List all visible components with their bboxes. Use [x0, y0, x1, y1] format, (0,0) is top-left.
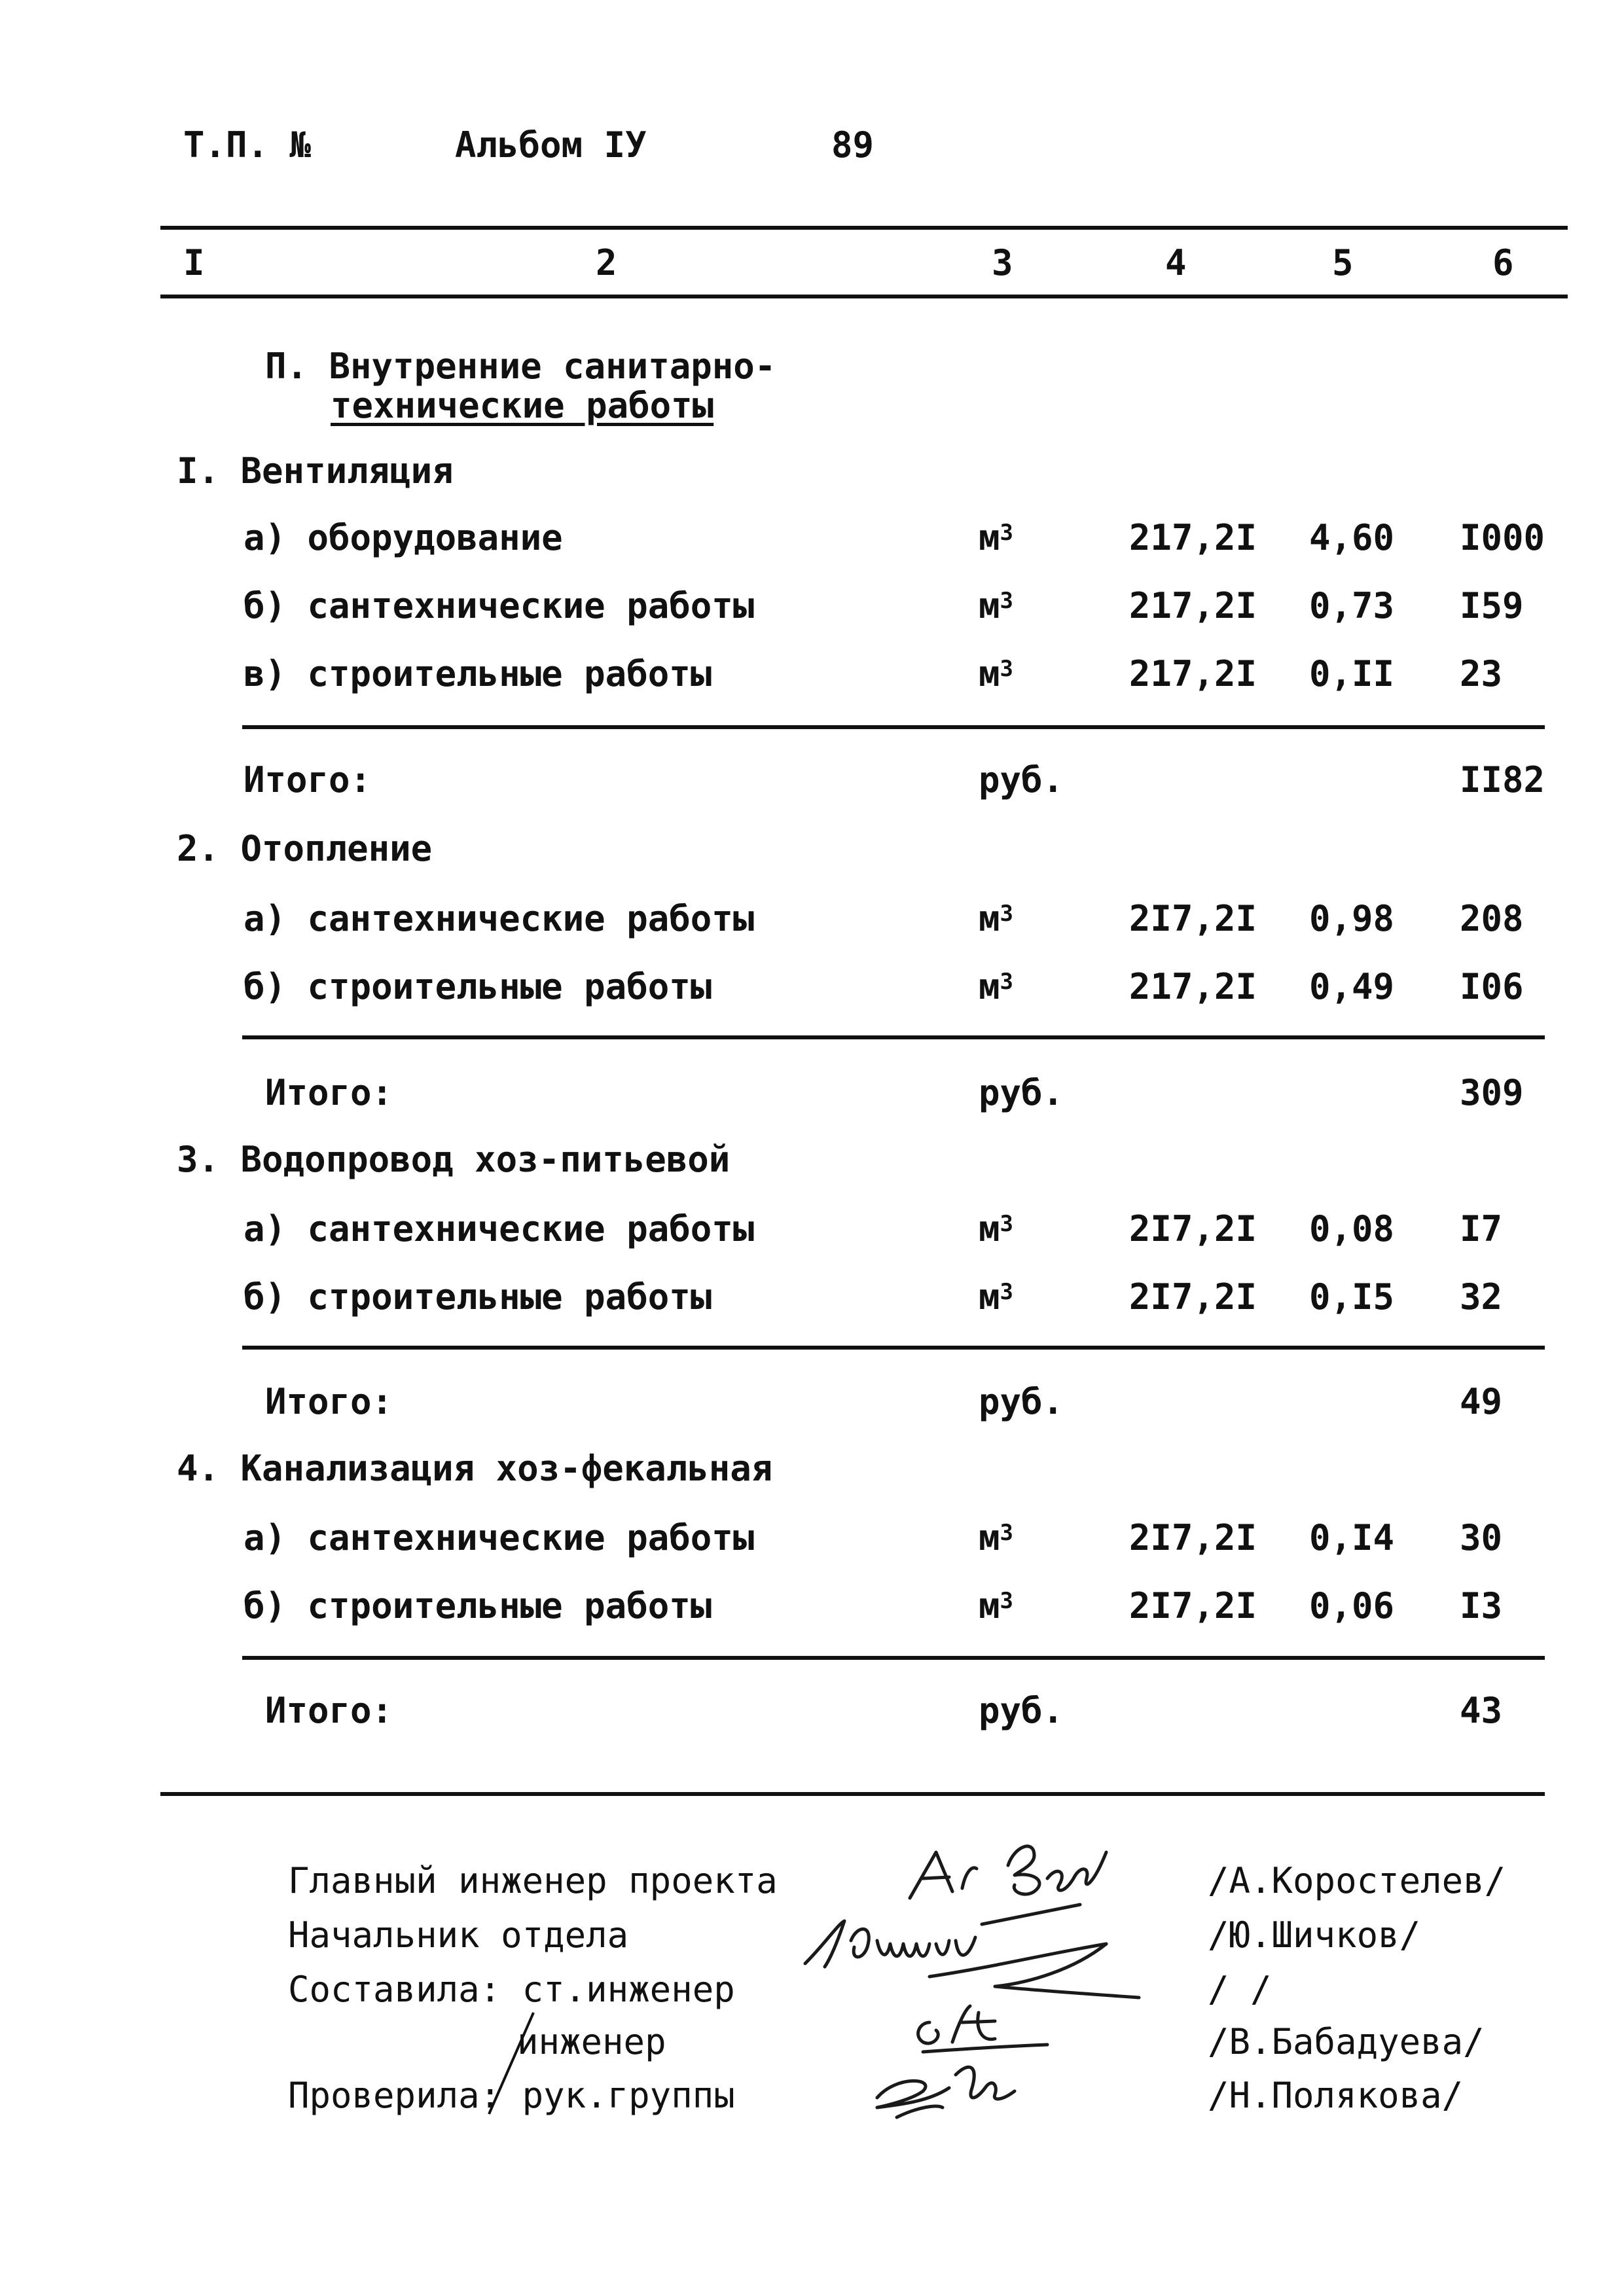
slash-mark	[481, 2009, 540, 2121]
row-qty: 2I7,2I	[1128, 898, 1257, 939]
row-name: б) строительные работы	[244, 1585, 712, 1626]
section-title-line1: П. Внутренние санитарно-	[265, 346, 776, 387]
row-unit: $м^3$	[979, 585, 1013, 626]
row-rate: 0,08	[1308, 1208, 1394, 1249]
row-rate: 0,06	[1308, 1585, 1394, 1626]
subtotal-unit: руб.	[979, 759, 1064, 800]
bottom-rule	[160, 1792, 1545, 1796]
row-rate: 0,49	[1308, 966, 1394, 1007]
col-header-4: 4	[1165, 242, 1187, 283]
subtotal-rule	[242, 1656, 1545, 1660]
row-qty: 217,2I	[1128, 517, 1257, 558]
row-qty: 217,2I	[1128, 653, 1257, 694]
row-unit: $м^3$	[979, 966, 1013, 1007]
subtotal-label: Итого:	[265, 1381, 393, 1422]
row-unit: $м^3$	[979, 1276, 1013, 1318]
row-qty: 2I7,2I	[1128, 1276, 1257, 1318]
row-rate: 0,II	[1308, 653, 1394, 694]
subtotal-total: 49	[1460, 1381, 1503, 1422]
signature-role: инженер	[517, 2021, 666, 2062]
col-header-2: 2	[596, 242, 617, 283]
subtotal-unit: руб.	[979, 1690, 1064, 1731]
row-total: 32	[1460, 1276, 1503, 1318]
col-header-1: I	[183, 242, 205, 283]
row-rate: 0,73	[1308, 585, 1394, 626]
row-total: I3	[1460, 1585, 1503, 1626]
row-qty: 2I7,2I	[1128, 1585, 1257, 1626]
row-name: в) строительные работы	[244, 653, 712, 694]
row-qty: 217,2I	[1128, 966, 1257, 1007]
subtotal-unit: руб.	[979, 1381, 1064, 1422]
row-unit: $м^3$	[979, 1585, 1013, 1626]
header-rule	[160, 295, 1568, 298]
group-title: 4. Канализация хоз-фекальная	[177, 1448, 773, 1489]
top-rule	[160, 226, 1568, 230]
row-total: 30	[1460, 1517, 1503, 1558]
row-name: а) сантехнические работы	[244, 1517, 755, 1558]
section-title-line2: технические работы	[331, 385, 714, 426]
row-unit: $м^3$	[979, 653, 1013, 694]
row-name: а) сантехнические работы	[244, 1208, 755, 1249]
row-unit: $м^3$	[979, 517, 1013, 558]
tp-label: Т.П. №	[183, 124, 312, 166]
subtotal-rule	[242, 725, 1545, 729]
subtotal-total: 43	[1460, 1690, 1503, 1731]
signature-name: / /	[1208, 1969, 1272, 2010]
subtotal-rule	[242, 1035, 1545, 1039]
row-total: I000	[1460, 517, 1545, 558]
album-label: Альбом IУ	[455, 124, 647, 166]
subtotal-label: Итого:	[265, 1690, 393, 1731]
subtotal-unit: руб.	[979, 1072, 1064, 1113]
subtotal-total: II82	[1460, 759, 1545, 800]
subtotal-label: Итого:	[265, 1072, 393, 1113]
row-rate: 0,98	[1308, 898, 1394, 939]
row-total: 208	[1460, 898, 1524, 939]
row-name: б) строительные работы	[244, 966, 712, 1007]
row-name: а) оборудование	[244, 517, 563, 558]
row-name: б) сантехнические работы	[244, 585, 755, 626]
row-rate: 0,I4	[1308, 1517, 1394, 1558]
subtotal-rule	[242, 1346, 1545, 1350]
row-qty: 217,2I	[1128, 585, 1257, 626]
signature-role: Проверила: рук.группы	[288, 2075, 735, 2116]
handwritten-signatures	[799, 1826, 1191, 2127]
signature-name: /Н.Полякова/	[1208, 2075, 1464, 2116]
row-total: I7	[1460, 1208, 1503, 1249]
page-number: 89	[831, 124, 875, 166]
signature-name: /Ю.Шичков/	[1208, 1914, 1421, 1956]
col-header-3: 3	[992, 242, 1013, 283]
row-name: а) сантехнические работы	[244, 898, 755, 939]
row-qty: 2I7,2I	[1128, 1517, 1257, 1558]
row-rate: 4,60	[1308, 517, 1394, 558]
signature-role: Главный инженер проекта	[288, 1860, 778, 1901]
group-title: I. Вентиляция	[177, 450, 454, 492]
row-total: 23	[1460, 653, 1503, 694]
row-unit: $м^3$	[979, 1517, 1013, 1558]
signature-role: Составила: ст.инженер	[288, 1969, 735, 2010]
signature-name: /А.Коростелев/	[1208, 1860, 1506, 1901]
subtotal-label: Итого:	[244, 759, 372, 800]
col-header-5: 5	[1332, 242, 1354, 283]
row-unit: $м^3$	[979, 898, 1013, 939]
signature-name: /В.Бабадуева/	[1208, 2021, 1485, 2062]
row-qty: 2I7,2I	[1128, 1208, 1257, 1249]
row-total: I59	[1460, 585, 1524, 626]
subtotal-total: 309	[1460, 1072, 1524, 1113]
col-header-6: 6	[1492, 242, 1514, 283]
signature-role: Начальник отдела	[288, 1914, 629, 1956]
row-unit: $м^3$	[979, 1208, 1013, 1249]
row-name: б) строительные работы	[244, 1276, 712, 1318]
group-title: 2. Отопление	[177, 828, 433, 869]
row-rate: 0,I5	[1308, 1276, 1394, 1318]
row-total: I06	[1460, 966, 1524, 1007]
group-title: 3. Водопровод хоз-питьевой	[177, 1139, 731, 1180]
